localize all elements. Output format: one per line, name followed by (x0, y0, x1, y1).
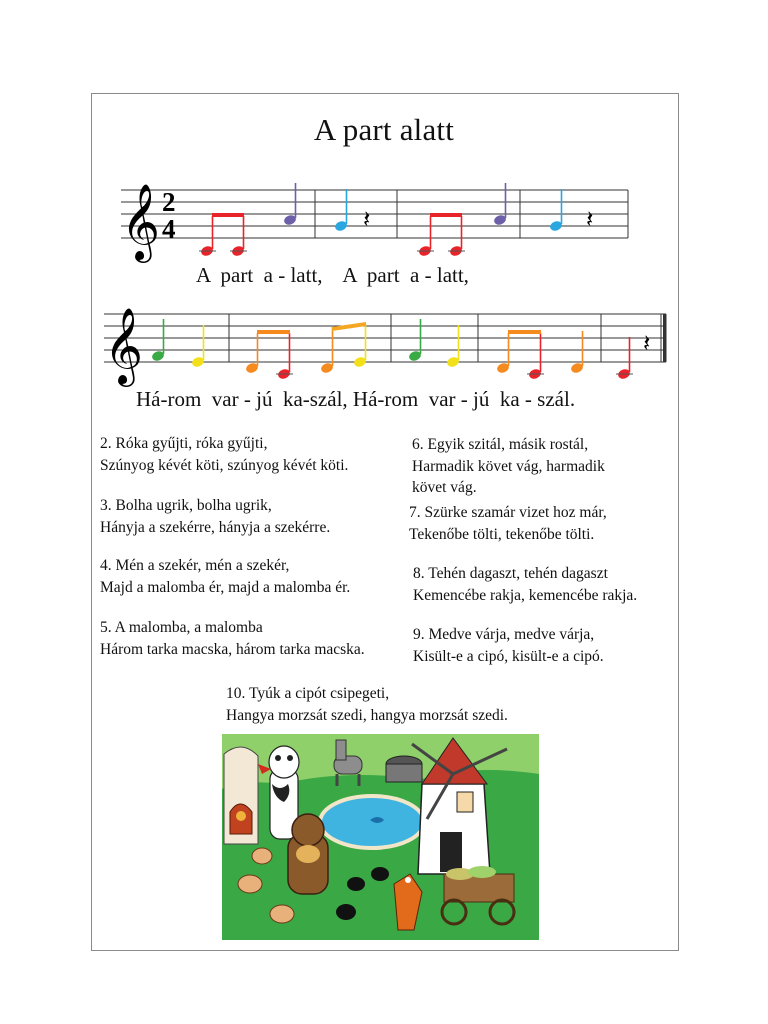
note-a-quarter (549, 189, 563, 232)
quarter-rest-icon: 𝄽 (643, 329, 651, 357)
time-signature-top: 2 (162, 187, 176, 217)
note-h-quarter (493, 183, 507, 226)
oven-icon (224, 747, 258, 844)
note-e-quarter (191, 325, 205, 368)
lyrics-line-1: A part a - latt, A part a - latt, (196, 263, 469, 287)
verse-4: 4. Mén a szekér, mén a szekér, Majd a malomba ér, majd a malomba ér. (100, 557, 351, 596)
verse-6: 6. Egyik szitál, másik rostál, Harmadik követ vág, harmadik követ vág. (412, 436, 605, 496)
verse-9: 9. Medve várja, medve várja, Kisült-e a cipó, kisült-e a cipó. (413, 626, 604, 665)
beam (430, 213, 462, 217)
note-c-eighth (276, 333, 293, 380)
lyrics-line-2: Há-rom var - jú ka-szál, Há-rom var - jú ka - szál. (136, 387, 576, 411)
farm-illustration (222, 734, 539, 940)
note-d-eighth (496, 333, 510, 374)
treble-clef-icon: 𝄞 (121, 183, 161, 260)
staff-lines-1 (121, 190, 628, 238)
note-c-eighth (448, 216, 465, 257)
note-c-eighth (230, 216, 247, 257)
note-e-quarter (446, 325, 460, 368)
quarter-rest-icon: 𝄽 (363, 205, 371, 233)
note-g-quarter (408, 319, 422, 362)
note-e-eighth (353, 324, 367, 368)
beam (257, 330, 290, 334)
quarter-rest-icon: 𝄽 (586, 205, 594, 233)
treble-clef-icon: 𝄞 (104, 307, 144, 384)
verse-8: 8. Tehén dagaszt, tehén dagaszt Kemencébe rakja, kemencébe rakja. (413, 565, 638, 604)
verse-10: 10. Tyúk a cipót csipegeti, Hangya morzsát szedi, hangya morzsát szedi. (226, 685, 508, 724)
verse-7: 7. Szürke szamár vizet hoz már, Tekenőbe tölti, tekenőbe tölti. (409, 504, 607, 543)
bear-icon (288, 814, 328, 894)
verse-2: 2. Róka gyűjti, róka gyűjti, Szúnyog kévét köti, szúnyog kévét köti. (100, 435, 349, 474)
final-bar (663, 314, 667, 362)
note-d-eighth (245, 333, 259, 374)
time-signature-bottom: 4 (162, 214, 176, 244)
note-d-quarter (570, 331, 584, 374)
verse-3: 3. Bolha ugrik, bolha ugrik, Hányja a szekérre, hányja a szekérre. (100, 497, 331, 536)
note-c-eighth (527, 333, 544, 380)
beam (212, 213, 244, 217)
pond-icon (320, 796, 424, 848)
well-icon (386, 756, 422, 782)
beam (508, 330, 541, 334)
note-h-quarter (283, 183, 297, 226)
beam (332, 322, 366, 331)
note-d-eighth (320, 327, 334, 374)
verse-5: 5. A malomba, a malomba Három tarka macska, három tarka macska. (100, 619, 365, 658)
song-title: A part alatt (313, 112, 455, 147)
note-c-eighth (417, 216, 434, 257)
note-c-eighth (199, 216, 216, 257)
note-c-quarter (616, 337, 633, 380)
note-g-quarter (151, 319, 165, 362)
note-a-quarter (334, 189, 348, 232)
